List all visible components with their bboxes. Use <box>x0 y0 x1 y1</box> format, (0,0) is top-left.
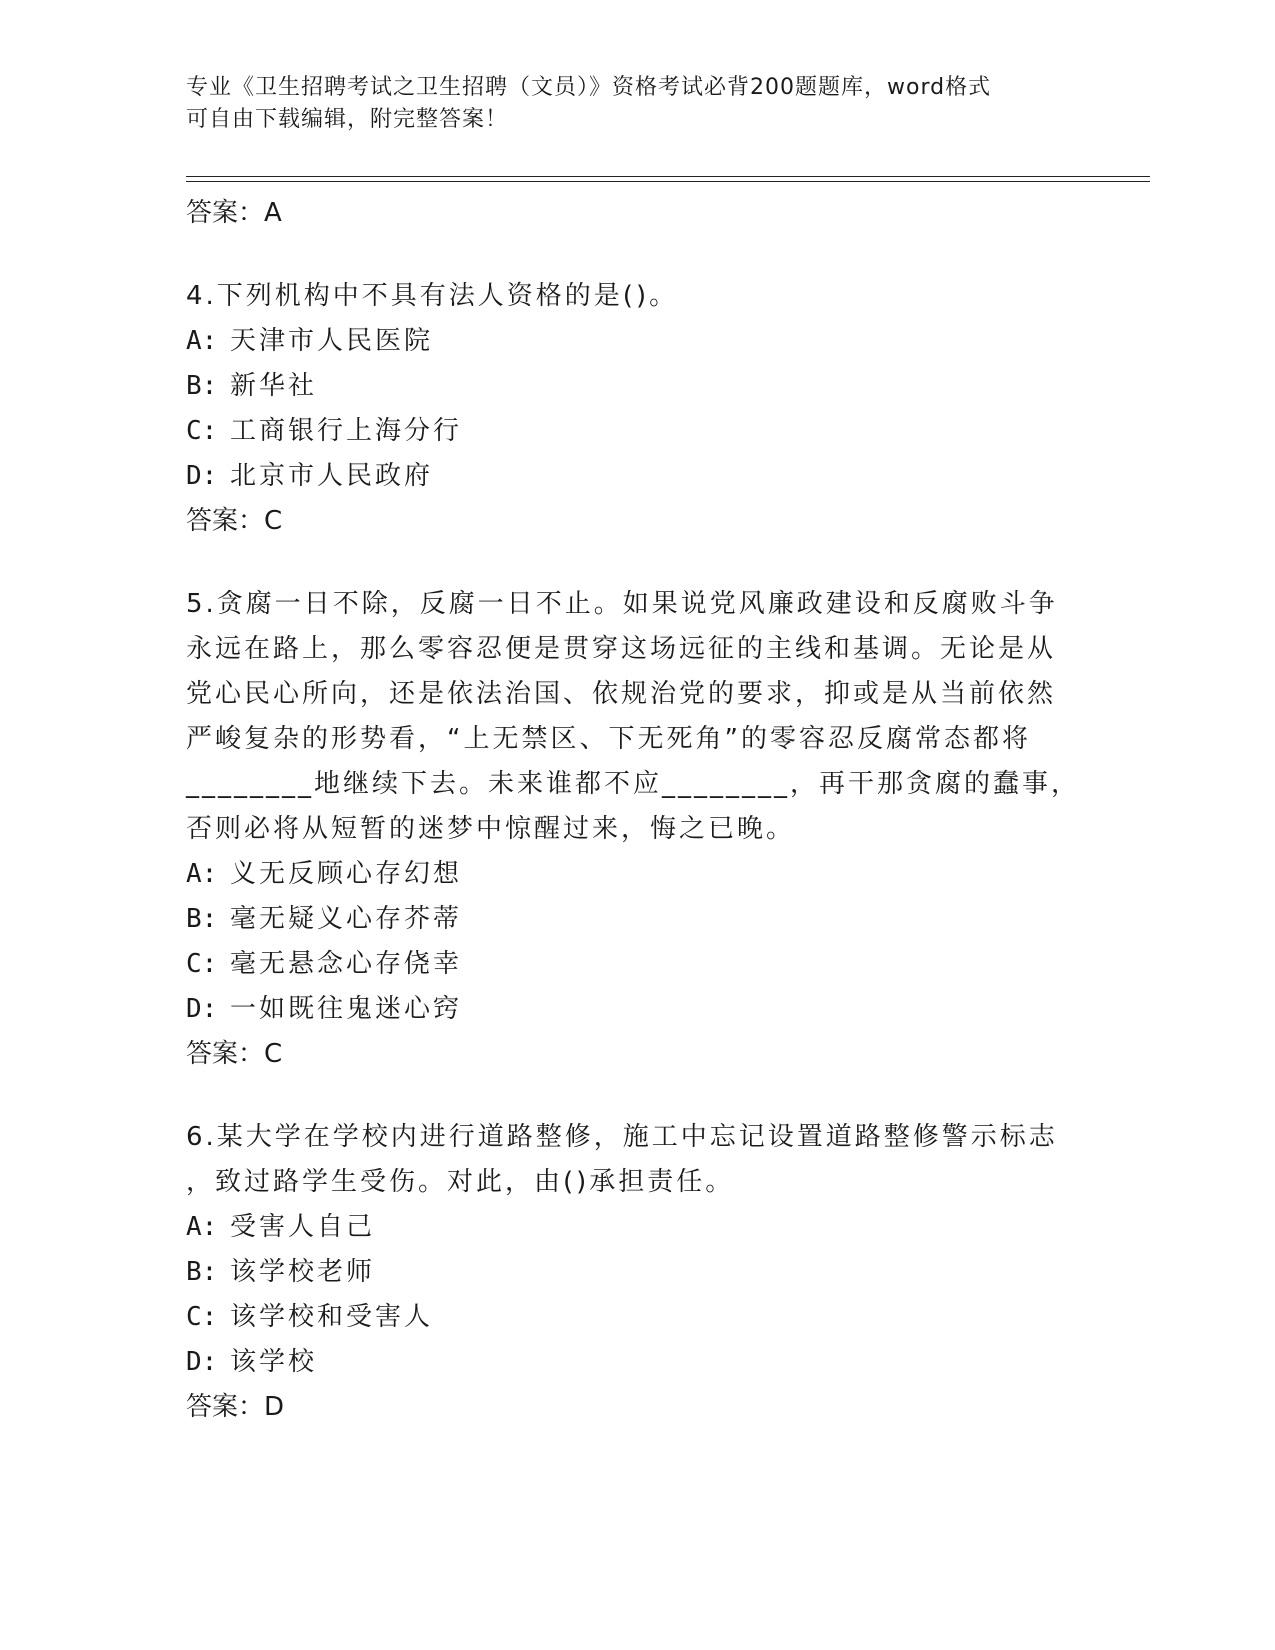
question-stem-line: ________地继续下去。未来谁都不应________，再干那贪腐的蠢事， <box>186 769 1081 799</box>
answer-label: 答案：C <box>186 506 283 536</box>
option-key: C: <box>186 1302 218 1332</box>
option-key: C: <box>186 416 218 446</box>
option-c <box>186 1295 1086 1340</box>
question-stem-line: 否则必将从短暂的迷梦中惊醒过来，悔之已晚。 <box>186 814 796 844</box>
option-key: D: <box>186 1347 218 1377</box>
option-b <box>186 1250 1086 1295</box>
header-line-1: 专业《卫生招聘考试之卫生招聘（文员）》资格考试必背200题题库，word格式 <box>186 75 992 100</box>
answer-label: 答案：A <box>186 198 282 228</box>
question-stem-line: 4.下列机构中不具有法人资格的是()。 <box>186 281 679 311</box>
option-key: A: <box>186 326 218 356</box>
option-key: D: <box>186 994 218 1024</box>
option-text: 一如既往鬼迷心窍 <box>230 994 463 1024</box>
header-divider-top <box>186 176 1150 177</box>
option-key: A: <box>186 1212 218 1242</box>
option-text: 北京市人民政府 <box>230 461 434 491</box>
question-stem-line: 严峻复杂的形势看，“上无禁区、下无死角”的零容忍反腐常态都将 <box>186 724 1031 754</box>
question-stem-line: 5.贪腐一日不除，反腐一日不止。如果说党风廉政建设和反腐败斗争 <box>186 589 1058 619</box>
question-stem-line: ，致过路学生受伤。对此，由()承担责任。 <box>186 1167 735 1197</box>
option-a <box>186 852 1086 897</box>
answer-label: 答案：C <box>186 1039 283 1069</box>
option-text: 该学校老师 <box>230 1257 376 1287</box>
document-header <box>186 72 1066 136</box>
option-text: 该学校 <box>230 1347 318 1377</box>
option-text: 受害人自己 <box>230 1212 376 1242</box>
question-4 <box>186 274 1086 544</box>
option-key: D: <box>186 461 218 491</box>
option-b <box>186 897 1086 942</box>
option-text: 义无反顾心存幻想 <box>230 859 463 889</box>
option-a <box>186 1205 1086 1250</box>
question-5 <box>186 582 1086 1077</box>
option-a <box>186 319 1086 364</box>
option-d <box>186 987 1086 1032</box>
question-stem-line: 党心民心所向，还是依法治国、依规治党的要求，抑或是从当前依然 <box>186 679 1057 709</box>
option-text: 毫无疑义心存芥蒂 <box>230 904 463 934</box>
option-key: A: <box>186 859 218 889</box>
option-key: B: <box>186 371 218 401</box>
question-6 <box>186 1115 1086 1430</box>
option-key: B: <box>186 904 218 934</box>
option-d <box>186 1340 1086 1385</box>
answer-label: 答案：D <box>186 1392 285 1422</box>
option-text: 该学校和受害人 <box>230 1302 434 1332</box>
option-d <box>186 454 1086 499</box>
option-text: 新华社 <box>230 371 318 401</box>
header-divider-bottom <box>186 181 1150 182</box>
option-c <box>186 942 1086 987</box>
header-line-2: 可自由下载编辑，附完整答案！ <box>186 107 509 132</box>
option-b <box>186 364 1086 409</box>
option-text: 工商银行上海分行 <box>230 416 463 446</box>
document-body <box>186 186 1086 1430</box>
option-text: 天津市人民医院 <box>230 326 434 356</box>
option-text: 毫无悬念心存侥幸 <box>230 949 463 979</box>
option-key: B: <box>186 1257 218 1287</box>
question-stem-line: 永远在路上，那么零容忍便是贯穿这场远征的主线和基调。无论是从 <box>186 634 1057 664</box>
option-key: C: <box>186 949 218 979</box>
question-stem-line: 6.某大学在学校内进行道路整修，施工中忘记设置道路整修警示标志 <box>186 1122 1058 1152</box>
option-c <box>186 409 1086 454</box>
